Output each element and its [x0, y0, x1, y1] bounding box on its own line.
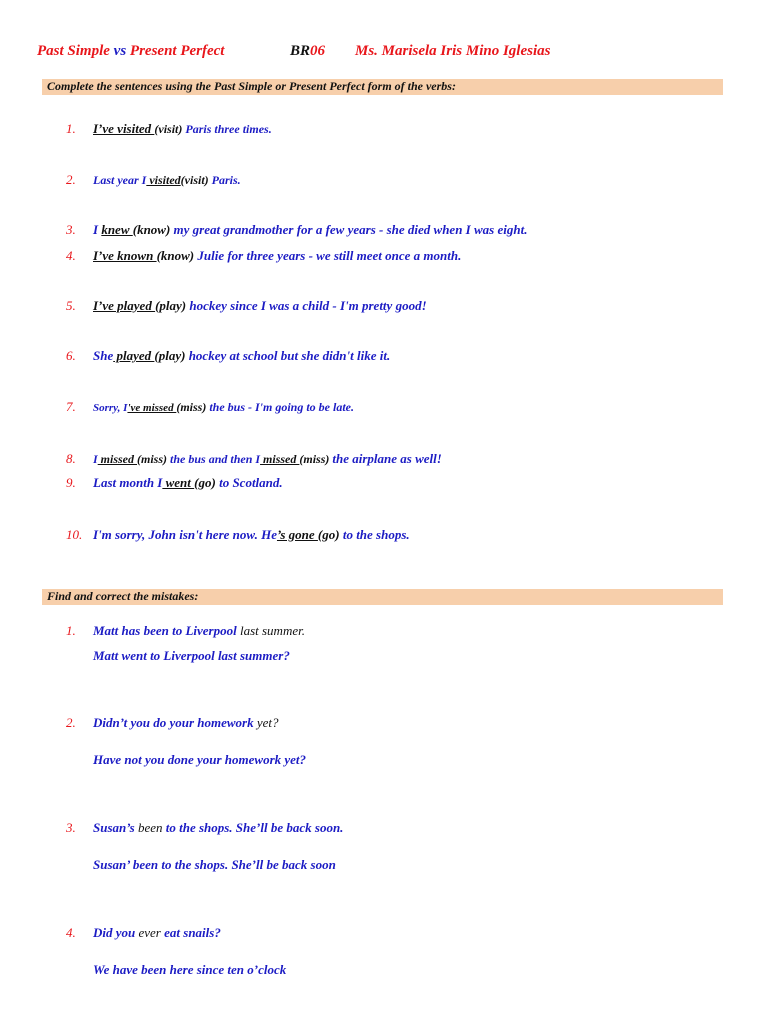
exercise-item-1 [66, 121, 272, 137]
answer-verb: ’s gone [276, 527, 318, 542]
exercise-item-10 [66, 527, 410, 543]
mistake-answer-3: Susan’ been to the shops. She’ll be back soon [93, 857, 336, 872]
sentence-text: to Scotland. [219, 475, 283, 490]
sentence-text: Last month I [93, 475, 163, 490]
answer-verb: visited [146, 173, 181, 187]
question-text: Matt has been to Liverpool [93, 623, 240, 638]
exercise-item-7 [66, 399, 354, 415]
sentence-text: I'm sorry, John isn't here now. He [93, 527, 277, 542]
sentence-text: to the shops. [342, 527, 410, 542]
item-number: 3. [66, 820, 76, 835]
section2-instruction: Find and correct the mistakes: [47, 589, 199, 603]
item-number: 10. [66, 527, 83, 542]
item-number: 2. [66, 172, 76, 187]
sentence-text: my great grandmother for a few years - she died when I was eight. [173, 222, 528, 237]
worksheet-code [290, 43, 325, 60]
base-verb: (miss) [137, 452, 171, 466]
sentence-text: Last year I [93, 173, 147, 187]
question-text: eat snails? [164, 925, 221, 940]
exercise-item-3 [66, 222, 527, 238]
answer-verb: went [162, 475, 195, 490]
section1-instruction: Complete the sentences using the Past Simple or Present Perfect form of the verbs: [47, 79, 456, 93]
sentence-text: I [93, 222, 102, 237]
item-number: 2. [66, 715, 76, 730]
title-present-perfect: Present Perfect [129, 43, 225, 59]
section1-instruction-band [42, 79, 723, 95]
exercise-item-8 [66, 451, 442, 467]
question-text: last summer. [239, 623, 305, 638]
question-text: Susan’s [93, 820, 138, 835]
sentence-text: I [93, 452, 98, 466]
item-number: 5. [66, 298, 76, 313]
mistake-answer-1: Matt went to Liverpool last summer? [93, 648, 290, 663]
base-verb: (go) [194, 475, 220, 490]
base-verb: (know) [156, 248, 198, 263]
exercise-item-9 [66, 475, 283, 491]
base-verb: (know) [132, 222, 174, 237]
item-number: 1. [66, 623, 76, 638]
base-verb: (visit) [180, 173, 212, 187]
answer-verb: I’ve known [93, 248, 157, 263]
exercise-item-6 [66, 348, 390, 364]
sentence-text: Julie for three years - we still meet once a month. [197, 248, 462, 263]
answer-verb: missed [97, 452, 138, 466]
mistake-item-3 [66, 820, 343, 836]
answer-verb: knew [101, 222, 133, 237]
question-text: Didn’t you do your homework [93, 715, 257, 730]
teacher-name: Ms. Marisela Iris Mino Iglesias [355, 43, 551, 59]
answer-verb: played [113, 348, 155, 363]
answer-verb: missed [260, 452, 300, 466]
mistake-answer-4: We have been here since ten o’clock [93, 962, 287, 977]
item-number: 1. [66, 121, 76, 136]
item-number: 8. [66, 451, 76, 466]
sentence-text: the bus - I'm going to be late. [209, 400, 355, 414]
code-prefix: BR [290, 43, 311, 59]
title-past-simple: Past Simple [37, 43, 110, 59]
base-verb: (play) [154, 348, 189, 363]
mistake-item-2 [66, 715, 279, 731]
item-number: 4. [66, 925, 76, 940]
base-verb: (miss) [176, 400, 210, 414]
item-number: 4. [66, 248, 76, 263]
sentence-text: Paris three times. [185, 122, 272, 136]
base-verb: (play) [155, 298, 190, 313]
sentence-text: Sorry, I [93, 402, 128, 414]
question-text: to the shops. She’ll be back soon. [165, 820, 344, 835]
worksheet-title [37, 43, 224, 60]
mistake-item-1 [66, 623, 305, 639]
base-verb: (miss) [299, 452, 333, 466]
code-number: 06 [310, 43, 326, 59]
answer-verb: I’ve played [93, 298, 156, 313]
sentence-text: hockey since I was a child - I'm pretty good! [189, 298, 427, 313]
exercise-item-5 [66, 298, 427, 314]
exercise-item-2 [66, 172, 241, 188]
question-text: ever [138, 925, 165, 940]
item-number: 3. [66, 222, 76, 237]
exercise-item-4 [66, 248, 461, 264]
base-verb: (go) [317, 527, 343, 542]
question-text: yet? [256, 715, 279, 730]
sentence-text: the bus and then I [170, 452, 261, 466]
item-number: 6. [66, 348, 76, 363]
mistake-item-4 [66, 925, 221, 941]
question-text: Did you [93, 925, 139, 940]
section2-instruction-band [42, 589, 723, 605]
item-number: 9. [66, 475, 76, 490]
sentence-text: She [93, 348, 114, 363]
base-verb: (visit) [154, 122, 186, 136]
item-number: 7. [66, 399, 76, 414]
title-vs: vs [113, 43, 127, 59]
answer-verb: I’ve visited [93, 121, 155, 136]
sentence-text: Paris. [211, 173, 241, 187]
question-text: been [137, 820, 166, 835]
answer-verb: 've missed [127, 402, 177, 414]
mistake-answer-2: Have not you done your homework yet? [93, 752, 307, 767]
sentence-text: hockey at school but she didn't like it. [188, 348, 391, 363]
sentence-text: the airplane as well! [332, 451, 442, 466]
